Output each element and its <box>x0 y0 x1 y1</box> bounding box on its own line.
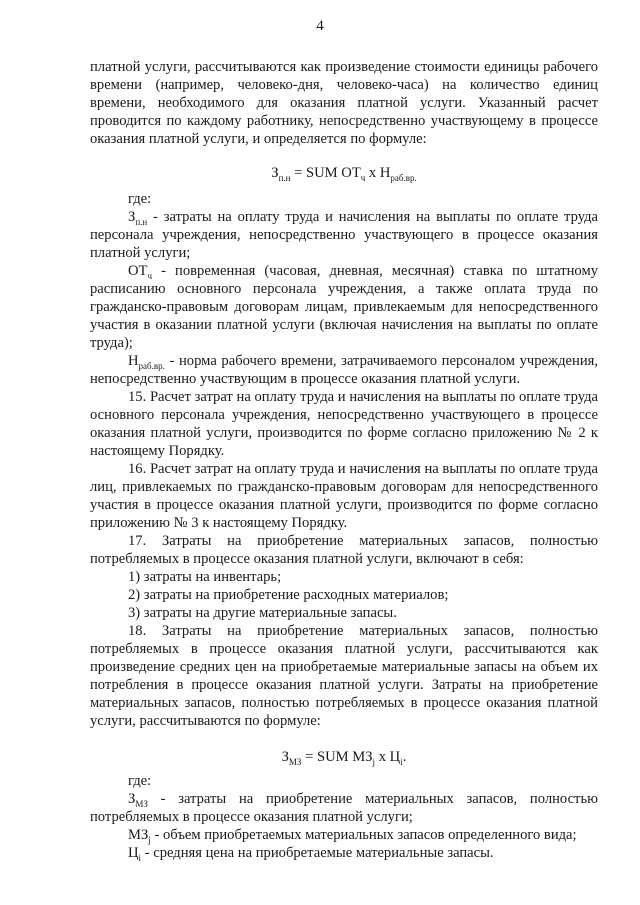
definition-symbol: ОТ <box>128 263 148 279</box>
formula-symbol: З <box>281 749 289 765</box>
formula-part: = SUM ОТ <box>290 165 361 181</box>
definition-item <box>90 208 598 262</box>
paragraph-16: 16. Расчет затрат на оплату труда и начисления на выплаты по оплате труда лиц, привлекаемых по гражданско-правовым договорам для непосредственного участия в процессе оказания платной услуги, производится по форме согласно приложению № 3 к настоящему Порядку. <box>90 461 598 531</box>
document-body <box>90 58 598 862</box>
definition-symbol: Н <box>128 353 139 369</box>
definition-item <box>90 262 598 352</box>
formula-subscript: МЗ <box>288 756 302 767</box>
definition-subscript: п.н <box>135 216 148 227</box>
definition-item <box>90 790 598 826</box>
paragraph-17: 17. Затраты на приобретение материальных запасов, полностью потребляемых в процессе оказания платной услуги, включают в себя: <box>90 533 598 567</box>
definition-subscript: i <box>138 852 142 863</box>
formula-part: х Н <box>365 165 391 181</box>
definition-text: - затраты на оплату труда и начисления на выплаты по оплате труда персонала учреждения, непосредственно участвующего в процессе оказания платной услуги; <box>90 209 598 261</box>
formula-subscript: раб.вр. <box>390 172 417 183</box>
formula-symbol: З <box>271 165 279 181</box>
formula-part: х Ц <box>375 749 401 765</box>
paragraph-continuation: платной услуги, рассчитываются как произведение стоимости единицы рабочего времени (например, человеко-дня, человеко-часа) на количество единиц времени, необходимого для оказания платной услуги. Указанный расчет проводится по каждому работнику, непосредственно участвующему в процессе оказания платной услуги, и определяется по формуле: <box>90 59 598 147</box>
list-item: 2) затраты на приобретение расходных материалов; <box>128 587 449 603</box>
definition-symbol: Ц <box>128 845 139 861</box>
formula-subscript: п.н <box>278 172 291 183</box>
formula-subscript: ч <box>360 172 366 183</box>
definition-symbol: МЗ <box>128 827 149 843</box>
definition-subscript: j <box>148 834 151 845</box>
formula-subscript: i <box>400 756 403 767</box>
page-number: 4 <box>316 18 324 34</box>
definition-text: - норма рабочего времени, затрачиваемого персоналом учреждения, непосредственно участвующим в процессе оказания платной услуги. <box>90 353 598 387</box>
definition-symbol: З <box>128 791 136 807</box>
paragraph-15: 15. Расчет затрат на оплату труда и начисления на выплаты по оплате труда основного персонала учреждения, непосредственно участвующего в процессе оказания платной услуги, производится по форме согласно приложению № 2 к настоящему Порядку. <box>90 389 598 459</box>
formula-part: . <box>402 749 407 765</box>
definition-symbol: З <box>128 209 136 225</box>
formula-subscript: j <box>372 756 376 767</box>
paragraph-18: 18. Затраты на приобретение материальных запасов, полностью потребляемых в процессе оказания платной услуги, рассчитываются как произведение средних цен на приобретаемые материальные запасы на объем их потребления в процессе оказания платной услуги. Затраты на приобретение материальных запасов, полностью потребляемых в процессе оказания платной услуги, рассчитываются по формуле: <box>90 623 598 729</box>
definition-item <box>90 844 598 862</box>
definition-subscript: МЗ <box>135 798 148 809</box>
formula-part: = SUM МЗ <box>301 749 373 765</box>
formula-materials-cost <box>90 748 598 766</box>
definition-item <box>90 826 598 844</box>
definition-text: - затраты на приобретение материальных запасов, полностью потребляемых в процессе оказания платной услуги; <box>90 791 598 825</box>
definition-text: - повременная (часовая, дневная, месячная) ставка по штатному расписанию основного персонала учреждения, а также оплата труда по гражданско-правовым договорам лицам, привлекаемым для непосредственного участия в оказании платной услуги (включая начисления на выплаты по оплате труда); <box>90 263 598 351</box>
definition-subscript: ч <box>147 270 152 281</box>
definition-item <box>90 352 598 388</box>
formula-labor-cost <box>90 164 598 182</box>
where-label: где: <box>128 191 152 207</box>
definition-text: - объем приобретаемых материальных запасов определенного вида; <box>150 827 577 843</box>
definition-subscript: раб.вр. <box>138 360 165 371</box>
list-item: 3) затраты на другие материальные запасы. <box>128 605 397 621</box>
where-label: где: <box>128 773 152 789</box>
definition-text: - средняя цена на приобретаемые материальные запасы. <box>141 845 494 861</box>
list-item: 1) затраты на инвентарь; <box>128 569 282 585</box>
